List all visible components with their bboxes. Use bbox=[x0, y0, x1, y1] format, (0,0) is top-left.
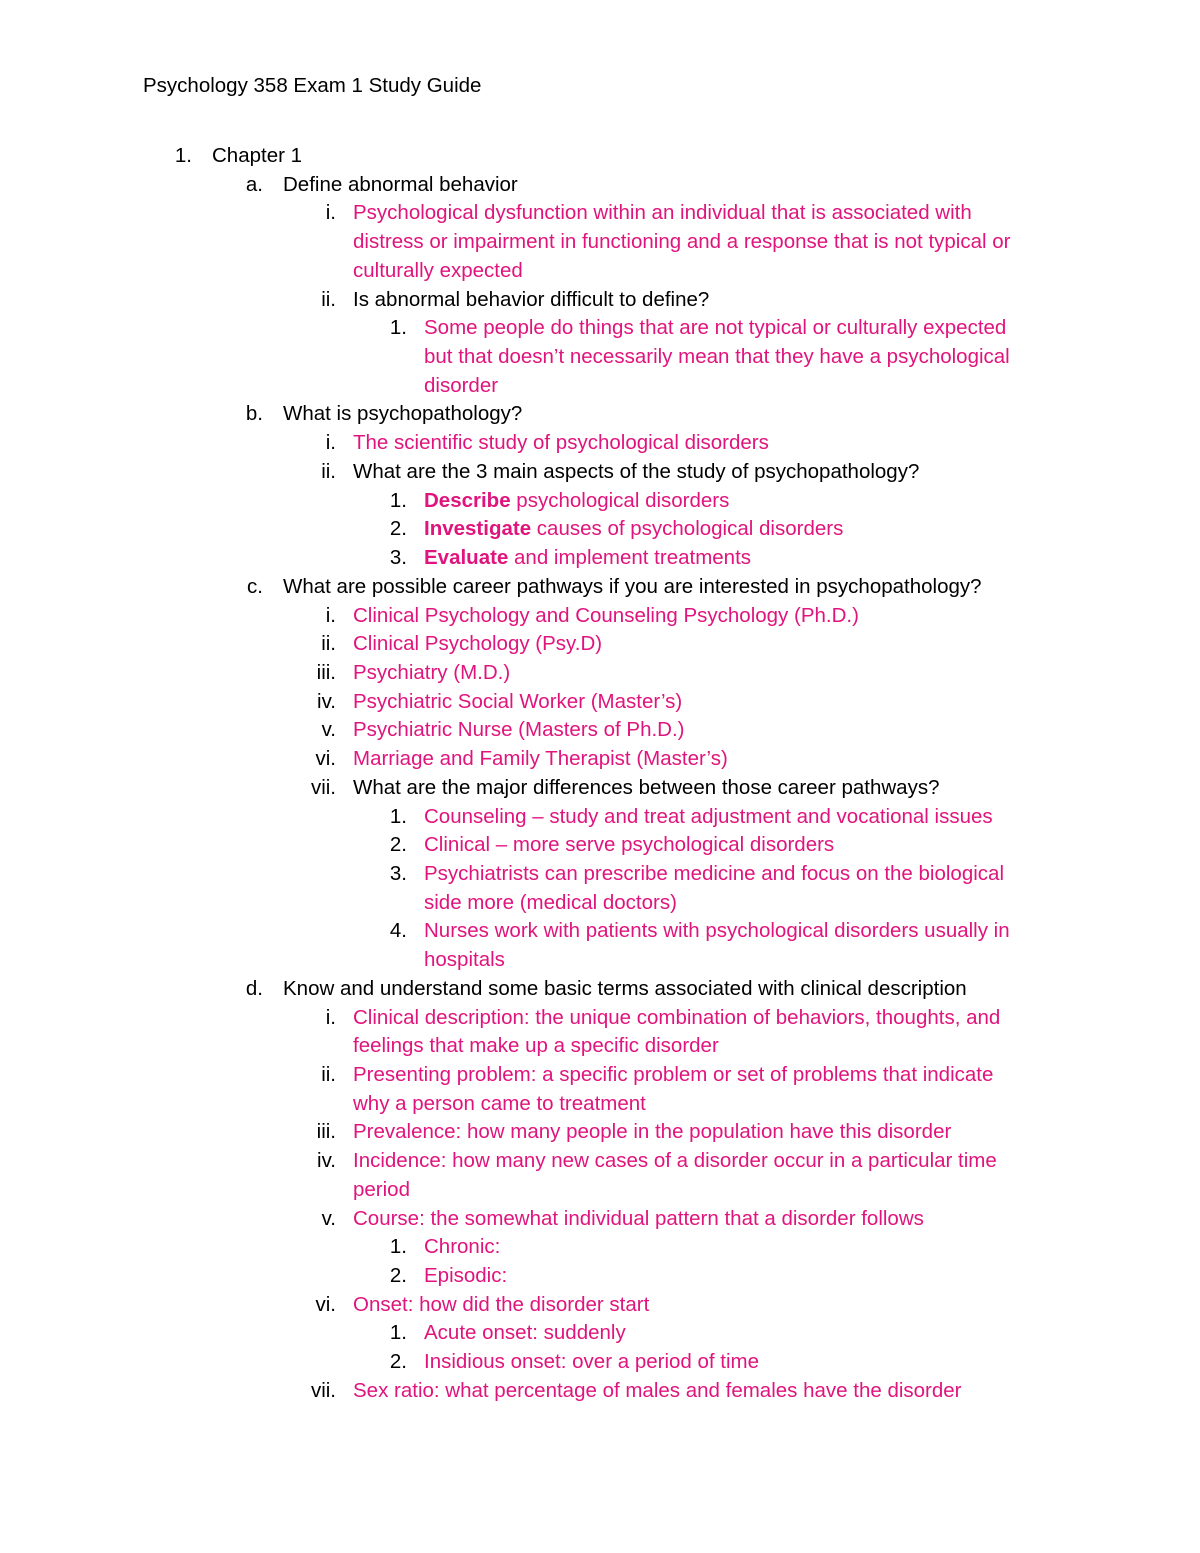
answer-text: Clinical Psychology (Psy.D) bbox=[353, 632, 603, 656]
line-text: causes of psychological disorders bbox=[531, 517, 844, 541]
list-marker: 1. bbox=[389, 316, 407, 340]
outline-line bbox=[0, 1262, 1200, 1291]
outline-line bbox=[0, 774, 1200, 803]
answer-text: Psychiatric Nurse (Masters of Ph.D.) bbox=[353, 718, 685, 742]
question-text: Know and understand some basic terms associated with clinical description bbox=[283, 976, 967, 1000]
outline-line bbox=[0, 1176, 1200, 1205]
outline-line bbox=[0, 975, 1200, 1004]
outline-line bbox=[0, 544, 1200, 573]
list-marker: i. bbox=[325, 603, 336, 627]
outline-line bbox=[0, 889, 1200, 918]
list-marker: i. bbox=[325, 1005, 336, 1029]
list-marker: ii. bbox=[321, 1063, 336, 1086]
answer-text: Insidious onset: over a period of time bbox=[424, 1350, 760, 1374]
list-marker: d. bbox=[245, 976, 263, 1000]
outline-line bbox=[0, 372, 1200, 401]
outline-line bbox=[0, 1061, 1200, 1090]
answer-text: Onset: how did the disorder start bbox=[353, 1292, 650, 1316]
list-marker: vi. bbox=[315, 747, 336, 771]
outline-line bbox=[0, 1233, 1200, 1262]
outline-line bbox=[0, 257, 1200, 286]
answer-text: Presenting problem: a specific problem or set of problems that indicate bbox=[353, 1063, 994, 1086]
list-marker: 4. bbox=[389, 919, 407, 943]
list-marker: iii. bbox=[316, 1120, 336, 1144]
emphasis-term: Describe bbox=[424, 488, 511, 512]
answer-text: Some people do things that are not typical or culturally expected bbox=[424, 316, 1007, 340]
outline-line bbox=[0, 487, 1200, 516]
outline-line bbox=[0, 803, 1200, 832]
outline-line bbox=[0, 1319, 1200, 1348]
outline-line bbox=[0, 831, 1200, 860]
list-marker: 1. bbox=[174, 144, 192, 167]
list-marker: 1. bbox=[389, 1321, 407, 1345]
outline-line bbox=[0, 458, 1200, 487]
answer-text: Chronic: bbox=[424, 1235, 501, 1259]
list-marker: v. bbox=[321, 1206, 336, 1230]
list-marker: 2. bbox=[389, 1350, 407, 1374]
question-text: What are possible career pathways if you are interested in psychopathology? bbox=[283, 574, 982, 598]
answer-text: Incidence: how many new cases of a disorder occur in a particular time bbox=[353, 1149, 997, 1173]
outline-line bbox=[0, 286, 1200, 315]
answer-text: Counseling – study and treat adjustment and vocational issues bbox=[424, 804, 993, 828]
list-marker: c. bbox=[247, 574, 263, 598]
answer-text: culturally expected bbox=[353, 258, 523, 282]
outline-line bbox=[0, 745, 1200, 774]
answer-text: Nurses work with patients with psychological disorders usually in bbox=[424, 919, 1010, 943]
outline-line bbox=[0, 1348, 1200, 1377]
list-marker: 1. bbox=[389, 1235, 407, 1259]
outline-line bbox=[0, 400, 1200, 429]
answer-text: disorder bbox=[424, 373, 499, 397]
list-marker: i. bbox=[325, 431, 336, 455]
list-marker: iv. bbox=[317, 689, 336, 713]
question-text: Define abnormal behavior bbox=[283, 172, 518, 196]
question-text: What are the 3 main aspects of the study of psychopathology? bbox=[353, 459, 920, 483]
line-text: psychological disorders bbox=[510, 488, 730, 512]
outline-line bbox=[0, 602, 1200, 631]
list-marker: 2. bbox=[389, 517, 407, 541]
outline-line bbox=[0, 1004, 1200, 1033]
list-marker: ii. bbox=[321, 632, 336, 656]
outline-line bbox=[0, 1032, 1200, 1061]
list-marker: b. bbox=[245, 402, 263, 426]
answer-text: Episodic: bbox=[424, 1264, 508, 1288]
question-text: Is abnormal behavior difficult to define? bbox=[353, 287, 710, 311]
list-marker: i. bbox=[325, 201, 336, 225]
answer-text: Sex ratio: what percentage of males and females have the disorder bbox=[353, 1378, 962, 1402]
list-marker: 1. bbox=[389, 804, 407, 828]
list-marker: vii. bbox=[310, 1378, 336, 1402]
document-title: Psychology 358 Exam 1 Study Guide bbox=[143, 74, 482, 97]
list-marker: ii. bbox=[321, 287, 336, 311]
answer-text bbox=[424, 544, 751, 573]
answer-text: Psychiatric Social Worker (Master’s) bbox=[353, 689, 683, 713]
outline-line bbox=[0, 142, 1200, 171]
outline-line bbox=[0, 228, 1200, 257]
outline-line bbox=[0, 429, 1200, 458]
outline-line bbox=[0, 630, 1200, 659]
outline-line bbox=[0, 1291, 1200, 1320]
outline-line bbox=[0, 917, 1200, 946]
answer-text: Course: the somewhat individual pattern that a disorder follows bbox=[353, 1206, 924, 1230]
answer-text: feelings that make up a specific disorder bbox=[353, 1034, 719, 1058]
question-text: Chapter 1 bbox=[212, 144, 303, 167]
list-marker: vii. bbox=[310, 775, 336, 799]
answer-text: Clinical – more serve psychological disorders bbox=[424, 833, 835, 857]
answer-text: but that doesn’t necessarily mean that they have a psychological bbox=[424, 345, 1010, 369]
outline-line bbox=[0, 199, 1200, 228]
answer-text: distress or impairment in functioning and a response that is not typical or bbox=[353, 230, 1011, 254]
list-marker: iii. bbox=[316, 660, 336, 684]
outline-line bbox=[0, 946, 1200, 975]
outline-line bbox=[0, 515, 1200, 544]
list-marker: 2. bbox=[389, 1264, 407, 1288]
answer-text: Clinical Psychology and Counseling Psychology (Ph.D.) bbox=[353, 603, 859, 627]
list-marker: 2. bbox=[389, 833, 407, 857]
outline-line bbox=[0, 1147, 1200, 1176]
outline-line bbox=[0, 659, 1200, 688]
outline-line bbox=[0, 573, 1200, 602]
answer-text: hospitals bbox=[424, 948, 505, 972]
answer-text: Psychiatry (M.D.) bbox=[353, 660, 511, 684]
answer-text: Prevalence: how many people in the population have this disorder bbox=[353, 1120, 952, 1144]
outline-line bbox=[0, 1090, 1200, 1119]
list-marker: 3. bbox=[389, 546, 407, 570]
list-marker: a. bbox=[245, 172, 263, 196]
answer-text: period bbox=[353, 1177, 410, 1201]
list-marker: 1. bbox=[389, 488, 407, 512]
outline-line bbox=[0, 171, 1200, 200]
answer-text bbox=[424, 515, 843, 544]
answer-text: Psychiatrists can prescribe medicine and focus on the biological bbox=[424, 861, 1004, 885]
answer-text: Clinical description: the unique combination of behaviors, thoughts, and bbox=[353, 1005, 1001, 1029]
outline-line bbox=[0, 860, 1200, 889]
line-text: and implement treatments bbox=[508, 546, 752, 570]
list-marker: vi. bbox=[315, 1292, 336, 1316]
outline-line bbox=[0, 688, 1200, 717]
answer-text: Marriage and Family Therapist (Master’s) bbox=[353, 747, 728, 771]
answer-text bbox=[424, 487, 729, 516]
answer-text: Acute onset: suddenly bbox=[424, 1321, 626, 1345]
question-text: What is psychopathology? bbox=[283, 402, 523, 426]
list-marker: v. bbox=[321, 718, 336, 742]
question-text: What are the major differences between those career pathways? bbox=[353, 775, 940, 799]
outline-list bbox=[0, 142, 1200, 1406]
emphasis-term: Evaluate bbox=[424, 546, 509, 570]
list-marker: iv. bbox=[317, 1149, 336, 1173]
emphasis-term: Investigate bbox=[424, 517, 532, 541]
outline-line bbox=[0, 1205, 1200, 1234]
outline-line bbox=[0, 314, 1200, 343]
list-marker: 3. bbox=[389, 861, 407, 885]
outline-line bbox=[0, 716, 1200, 745]
answer-text: side more (medical doctors) bbox=[424, 890, 677, 914]
outline-line bbox=[0, 1377, 1200, 1406]
answer-text: The scientific study of psychological disorders bbox=[353, 431, 769, 455]
answer-text: why a person came to treatment bbox=[353, 1091, 646, 1115]
answer-text: Psychological dysfunction within an individual that is associated with bbox=[353, 201, 972, 225]
outline-line bbox=[0, 1118, 1200, 1147]
list-marker: ii. bbox=[321, 459, 336, 483]
outline-line bbox=[0, 343, 1200, 372]
